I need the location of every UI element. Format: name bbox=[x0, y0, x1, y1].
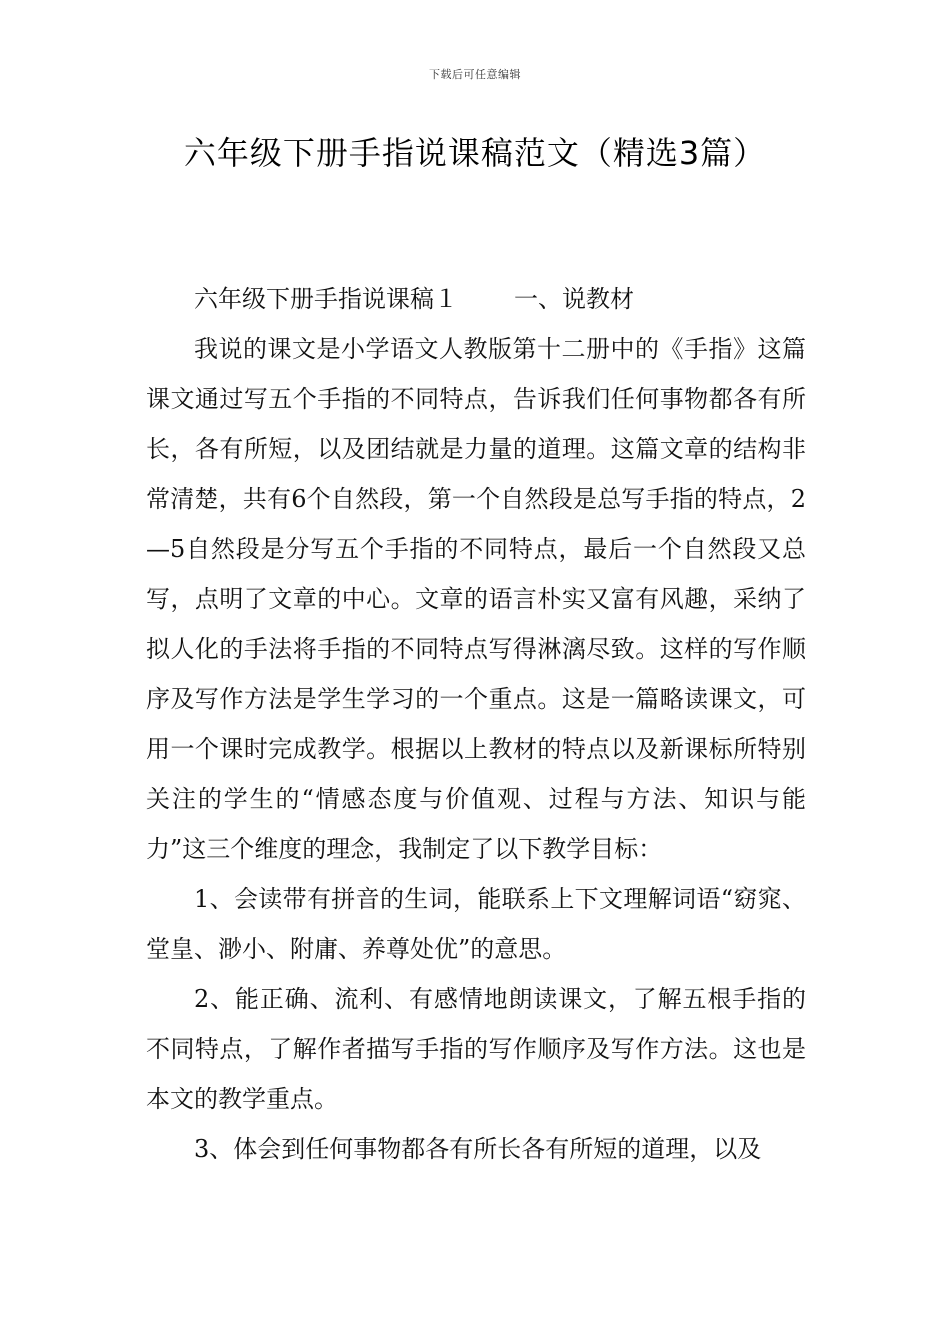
subsection-heading: 一、说教材 bbox=[514, 285, 634, 313]
document-body bbox=[146, 274, 806, 1174]
document-title: 六年级下册手指说课稿范文（精选3篇） bbox=[183, 134, 767, 172]
section-heading-line bbox=[146, 274, 806, 324]
paragraph-goal-3: 3、体会到任何事物都各有所长各有所短的道理，以及 bbox=[194, 1135, 762, 1163]
paragraph-goal-2: 2、能正确、流利、有感情地朗读课文，了解五根手指的不同特点，了解作者描写手指的写作顺序及写作方法。这也是本文的教学重点。 bbox=[146, 985, 806, 1113]
section-heading: 六年级下册手指说课稿１ bbox=[194, 285, 458, 313]
paragraph-intro: 我说的课文是小学语文人教版第十二册中的《手指》这篇课文通过写五个手指的不同特点，告诉我们任何事物都各有所长，各有所短，以及团结就是力量的道理。这篇文章的结构非常清楚，共有6个自然段，第一个自然段是总写手指的特点，2—5自然段是分写五个手指的不同特点，最后一个自然段又总写，点明了文章的中心。文章的语言朴实又富有风趣，采纳了拟人化的手法将手指的不同特点写得淋漓尽致。这样的写作顺序及写作方法是学生学习的一个重点。这是一篇略读课文，可用一个课时完成教学。根据以上教材的特点以及新课标所特别关注的学生的“情感态度与价值观、过程与方法、知识与能力”这三个维度的理念，我制定了以下教学目标： bbox=[146, 335, 806, 863]
header-note: 下载后可任意编辑 bbox=[429, 68, 521, 81]
paragraph-goal-1: 1、会读带有拼音的生词，能联系上下文理解词语“窈窕、堂皇、渺小、附庸、养尊处优”的意思。 bbox=[146, 885, 806, 963]
